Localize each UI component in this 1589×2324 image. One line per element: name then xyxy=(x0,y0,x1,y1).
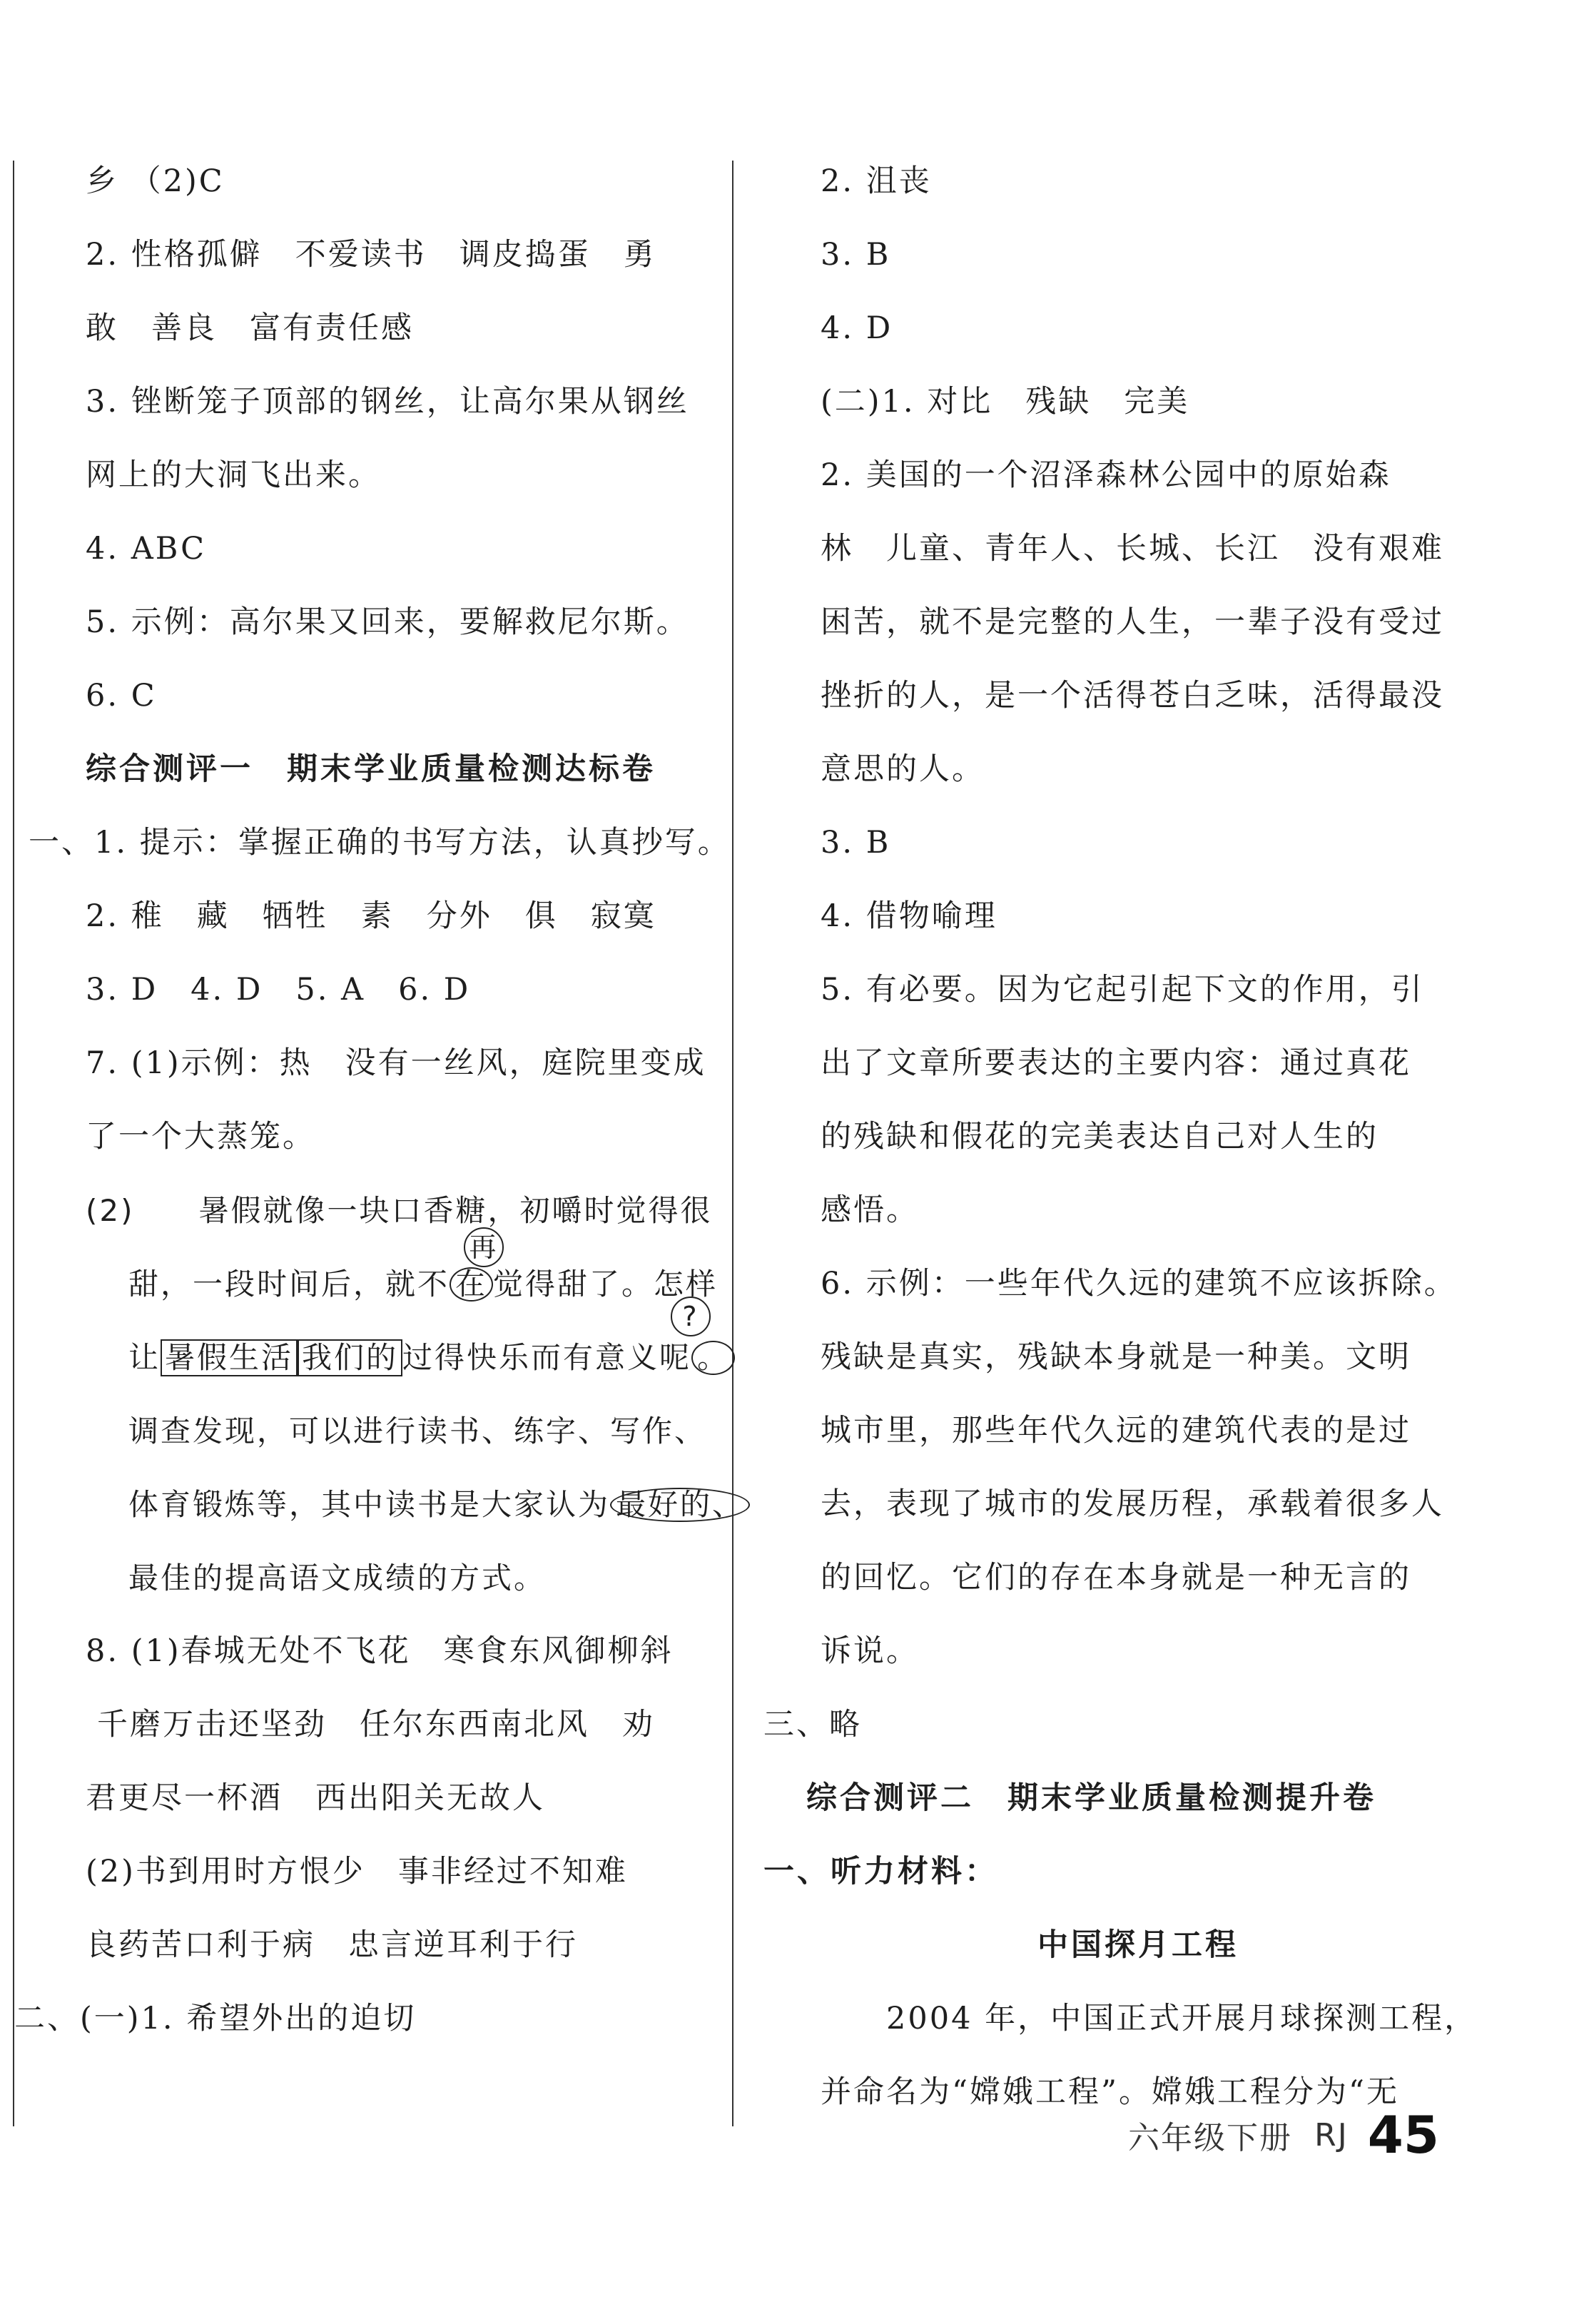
answer-line: 2. 稚 藏 牺牲 素 分外 俱 寂寞 xyxy=(86,898,656,934)
answer-line: 3. B xyxy=(821,237,891,273)
left-column xyxy=(14,145,745,2056)
handwriting-edit-line: 让 暑假生活 我们的 过得快乐而有意义呢 。 ? xyxy=(86,1321,721,1394)
answer-line: 城市里，那些年代久远的建筑代表的是过 xyxy=(821,1413,1411,1448)
answer-line: 的回忆。它们的存在本身就是一种无言的 xyxy=(821,1560,1411,1595)
answer-line: (二)1. 对比 残缺 完美 xyxy=(821,384,1190,420)
passage-line: 2004 年，中国正式开展月球探测工程， xyxy=(821,2001,1478,2036)
page-footer xyxy=(1128,2105,1439,2165)
answer-line: 6. 示例：一些年代久远的建筑不应该拆除。 xyxy=(821,1266,1457,1301)
question-mark-annotation: ? xyxy=(671,1297,711,1336)
circled-word: 最好的、 xyxy=(610,1488,750,1522)
answer-line: 出了文章所要表达的主要内容：通过真花 xyxy=(821,1045,1411,1081)
answer-line: 林 儿童、青年人、长城、长江 没有艰难 xyxy=(821,531,1444,567)
answer-line: 2. 性格孤僻 不爱读书 调皮捣蛋 勇 xyxy=(86,237,656,273)
replacement-mark: 再 xyxy=(464,1227,504,1267)
page-number: 45 xyxy=(1367,2105,1439,2165)
answer-line: 敢 善良 富有责任感 xyxy=(86,310,414,346)
answer-line: 困苦，就不是完整的人生，一辈子没有受过 xyxy=(821,604,1444,640)
answer-line: 7. (1)示例：热 没有一丝风，庭院里变成 xyxy=(86,1045,706,1081)
answer-line: 挫折的人，是一个活得苍白乏味，活得最没 xyxy=(821,678,1444,714)
passage-line: 并命名为“嫦娥工程”。嫦娥工程分为“无 xyxy=(821,2074,1399,2110)
right-column xyxy=(763,145,1478,2129)
edition-label: RJ xyxy=(1314,2116,1349,2153)
answer-line: 5. 示例：高尔果又回来，要解救尼尔斯。 xyxy=(86,604,689,640)
handwriting-edit-line: 体育锻炼等，其中读书是大家认为 最好的、 xyxy=(86,1468,721,1541)
handwriting-edit-line: 甜，一段时间后，就不 在 觉得甜了。怎样 再 xyxy=(86,1247,721,1321)
grade-label: 六年级下册 xyxy=(1128,2120,1293,2156)
circled-word: 在 xyxy=(450,1267,493,1301)
answer-line: 君更尽一杯酒 西出阳关无故人 xyxy=(86,1780,545,1816)
handwriting-edit-line: (2) 暑假就像一块口香糖，初嚼时觉得很 xyxy=(86,1193,713,1228)
answer-line: 意思的人。 xyxy=(821,751,985,787)
answer-line: 感悟。 xyxy=(821,1192,919,1228)
answer-line: 了一个大蒸笼。 xyxy=(86,1119,315,1155)
answer-line: 3. 锉断笼子顶部的钢丝，让高尔果从钢丝 xyxy=(86,384,689,420)
section-heading: 综合测评二 期末学业质量检测提升卷 xyxy=(806,1780,1376,1816)
answer-line: 二、(一)1. 希望外出的迫切 xyxy=(14,2001,417,2036)
answer-line: 4. ABC xyxy=(86,531,207,567)
boxed-word: 暑假生活 xyxy=(161,1339,298,1376)
section-heading: 综合测评一 期末学业质量检测达标卷 xyxy=(86,751,656,787)
answer-line: 2. 沮丧 xyxy=(821,163,932,199)
answer-line: 的残缺和假花的完美表达自己对人生的 xyxy=(821,1119,1379,1155)
answer-line: 3. D 4. D 5. A 6. D xyxy=(86,972,471,1008)
answer-line: 乡 （2)C xyxy=(86,163,225,199)
circled-punctuation: 。 xyxy=(691,1341,735,1375)
answer-line: 一、1. 提示：掌握正确的书写方法，认真抄写。 xyxy=(29,825,731,861)
boxed-word: 我们的 xyxy=(298,1339,402,1376)
answer-line: 2. 美国的一个沼泽森林公园中的原始森 xyxy=(821,457,1391,493)
answer-line: 8. (1)春城无处不飞花 寒食东风御柳斜 xyxy=(86,1633,674,1669)
answer-line: 3. B xyxy=(821,825,891,861)
answer-line: (2)书到用时方恨少 事非经过不知难 xyxy=(86,1854,628,1889)
answer-line: 诉说。 xyxy=(821,1633,919,1669)
subsection-heading: 一、听力材料： xyxy=(763,1854,998,1889)
answer-line: 三、略 xyxy=(763,1707,862,1742)
answer-line: 网上的大洞飞出来。 xyxy=(86,457,381,493)
column-divider xyxy=(732,161,733,2126)
answer-line: 残缺是真实，残缺本身就是一种美。文明 xyxy=(821,1339,1411,1375)
answer-line: 4. D xyxy=(821,310,893,346)
answer-line: 6. C xyxy=(86,678,157,714)
handwriting-edit-line: 最佳的提高语文成绩的方式。 xyxy=(128,1561,547,1595)
answer-line: 去，表现了城市的发展历程，承载着很多人 xyxy=(821,1486,1444,1522)
answer-line: 5. 有必要。因为它起引起下文的作用，引 xyxy=(821,972,1424,1008)
handwriting-edit-line: 调查发现，可以进行读书、练字、写作、 xyxy=(128,1414,707,1448)
left-margin-rule xyxy=(13,161,14,2126)
answer-line: 4. 借物喻理 xyxy=(821,898,997,934)
passage-title: 中国探月工程 xyxy=(1037,1927,1239,1963)
answer-line: 良药苦口利于病 忠言逆耳利于行 xyxy=(86,1927,578,1963)
answer-line: 千磨万击还坚劲 任尔东西南北风 劝 xyxy=(97,1707,655,1742)
